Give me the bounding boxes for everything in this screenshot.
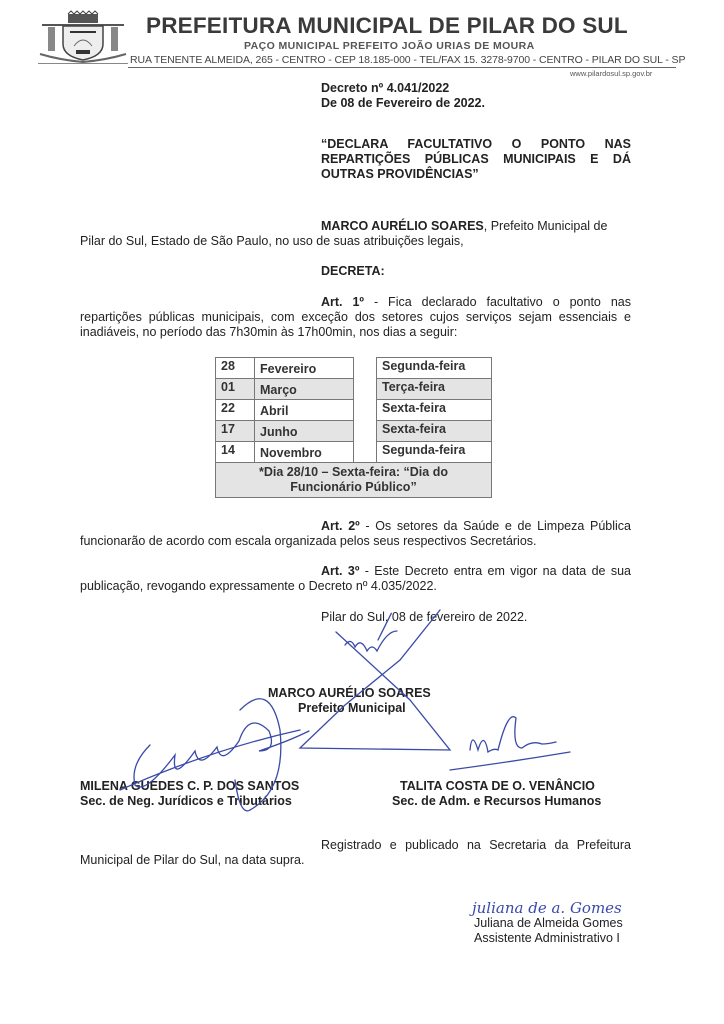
preamble-text: , Prefeito Municipal de [483, 219, 608, 233]
weekday-cell: Terça-feira [377, 379, 492, 400]
right-signature-name: TALITA COSTA DE O. VENÂNCIO [400, 779, 595, 793]
ementa-line: “DECLARA FACULTATIVO O PONTO NAS [321, 137, 631, 151]
registration-line1 [321, 838, 631, 853]
table-row [216, 358, 492, 379]
table-row [216, 442, 492, 463]
weekday-cell: Sexta-feira [377, 400, 492, 421]
ementa-line: REPARTIÇÕES PÚBLICAS MUNICIPAIS E DÁ [321, 152, 631, 166]
left-signature-ink [134, 723, 309, 787]
registration-line2: Municipal de Pilar do Sul, na data supra. [80, 853, 305, 867]
registrar-name: Juliana de Almeida Gomes [474, 916, 623, 930]
art1-line2: repartições públicas municipais, com exceção dos setores cujos serviços sejam essenciais e [80, 310, 631, 324]
table-row [216, 400, 492, 421]
preamble-line1 [321, 219, 607, 234]
registrar-role: Assistente Administrativo I [474, 931, 620, 945]
table-note-row [216, 463, 492, 498]
spacer-cell [354, 400, 377, 421]
table-row [216, 421, 492, 442]
art1-line1 [321, 295, 631, 310]
art2-label: Art. 2º [321, 519, 360, 533]
website-link[interactable]: www.pilardosul.sp.gov.br [570, 69, 653, 78]
art2-line2: funcionarão de acordo com escala organizada pelos seus respectivos Secretários. [80, 534, 537, 548]
decreta-heading: DECRETA: [321, 264, 385, 278]
weekday-cell: Segunda-feira [377, 442, 492, 463]
registration-text: Registrado e publicado na Secretaria da Prefeitura [321, 838, 631, 852]
art2-text: - Os setores da Saúde e de Limpeza Pública [359, 519, 631, 533]
preamble-line2: Pilar do Sul, Estado de São Paulo, no uso de suas atribuições legais, [80, 234, 464, 248]
month-cell: Junho [255, 421, 354, 442]
mayor-signature-ink [300, 610, 450, 750]
decree-ementa [321, 137, 631, 182]
spacer-cell [354, 421, 377, 442]
art3-line2: publicação, revogando expressamente o Decreto nº 4.035/2022. [80, 579, 437, 593]
month-cell: Abril [255, 400, 354, 421]
table-row [216, 379, 492, 400]
left-signature-role: Sec. de Neg. Jurídicos e Tributários [80, 794, 292, 808]
art2-line1 [321, 519, 631, 534]
spacer-cell [354, 379, 377, 400]
day-cell: 01 [216, 379, 255, 400]
art3-label: Art. 3º [321, 564, 360, 578]
mayor-signature-name: MARCO AURÉLIO SOARES [268, 686, 431, 700]
spacer-cell [354, 358, 377, 379]
day-cell: 14 [216, 442, 255, 463]
header-divider-left [38, 63, 128, 64]
note-line: Funcionário Público” [290, 480, 417, 494]
organization-title: PREFEITURA MUNICIPAL DE PILAR DO SUL [146, 13, 628, 38]
mayor-signature-role: Prefeito Municipal [298, 701, 406, 715]
right-signature-role: Sec. de Adm. e Recursos Humanos [392, 794, 602, 808]
month-cell: Fevereiro [255, 358, 354, 379]
organization-subtitle: PAÇO MUNICIPAL PREFEITO JOÃO URIAS DE MOURA [244, 40, 535, 52]
place-date: Pilar do Sul, 08 de fevereiro de 2022. [321, 610, 528, 624]
art3-text: - Este Decreto entra em vigor na data de sua [359, 564, 631, 578]
mayor-name: MARCO AURÉLIO SOARES [321, 219, 484, 233]
decree-number: Decreto nº 4.041/2022 [321, 81, 450, 95]
spacer-cell [354, 442, 377, 463]
month-cell: Novembro [255, 442, 354, 463]
left-signature-name: MILENA GUEDES C. P. DOS SANTOS [80, 779, 300, 793]
coat-of-arms-icon [38, 10, 128, 64]
holiday-table [215, 357, 492, 498]
day-cell: 22 [216, 400, 255, 421]
weekday-cell: Segunda-feira [377, 358, 492, 379]
ementa-line: OUTRAS PROVIDÊNCIAS” [321, 167, 479, 181]
decree-date: De 08 de Fevereiro de 2022. [321, 96, 485, 110]
registration-handwriting: juliana de a. Gomes [472, 899, 622, 917]
day-cell: 17 [216, 421, 255, 442]
art1-label: Art. 1º [321, 295, 364, 309]
month-cell: Março [255, 379, 354, 400]
weekday-cell: Sexta-feira [377, 421, 492, 442]
table-note [216, 463, 492, 498]
organization-address: RUA TENENTE ALMEIDA, 265 - CENTRO - CEP 18.185-000 - TEL/FAX 15. 3278-9700 - CENTRO - PILAR DO SUL - SP [130, 54, 686, 66]
day-cell: 28 [216, 358, 255, 379]
note-line: *Dia 28/10 – Sexta-feira: “Dia do [259, 465, 448, 479]
art1-text: - Fica declarado facultativo o ponto nas [364, 295, 631, 309]
art1-line3: inadiáveis, no período das 7h30min às 17h00min, nos dias a seguir: [80, 325, 458, 339]
header-divider [128, 67, 676, 68]
art3-line1 [321, 564, 631, 579]
right-signature-ink [470, 717, 556, 752]
